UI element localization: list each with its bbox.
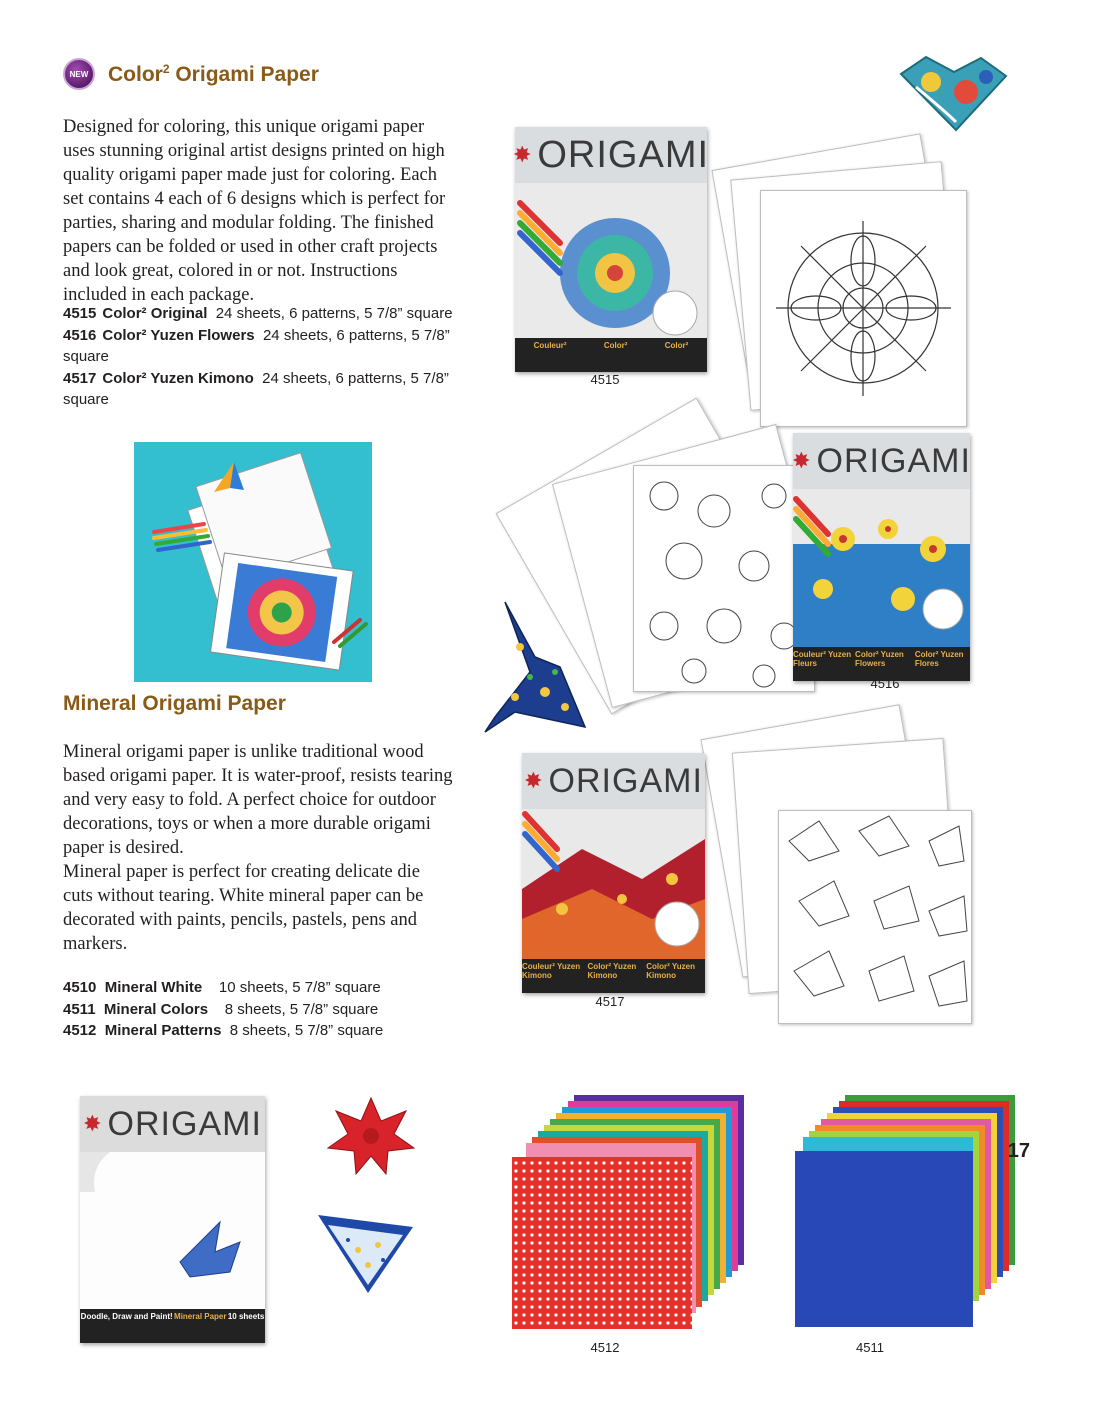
product-code: 4515: [63, 305, 97, 322]
section2-description: [63, 740, 453, 956]
product-code: 4511: [63, 1000, 96, 1018]
package-4516: [793, 433, 970, 681]
package-4517-footer: [522, 959, 705, 993]
heart-origami-art: [896, 52, 1011, 132]
product-name: Color² Yuzen Flowers: [102, 326, 255, 344]
mandala-sheet: [760, 190, 967, 427]
footer-label: Couleur² Yuzen Fleurs: [793, 650, 852, 668]
package-mineral-white: [80, 1096, 265, 1343]
origami-logo-icon: ✸: [792, 448, 811, 473]
product-name: Mineral Patterns: [104, 1022, 222, 1039]
package-4517: [522, 753, 705, 993]
product-detail: 10 sheets, 5 7/8” square: [218, 979, 381, 996]
product-item: [63, 325, 453, 368]
crane-pattern-sheet: [778, 810, 972, 1024]
page-number: 17: [1007, 1140, 1030, 1162]
product-item: [63, 1020, 463, 1042]
flower-sheet-art: [634, 466, 814, 691]
caption-4517: 4517: [595, 994, 625, 1009]
footer-label: Color² Yuzen Flores: [914, 650, 964, 668]
mineral-colors-stack-4511: [785, 1095, 1020, 1330]
product-detail: 24 sheets, 6 patterns, 5 7/8” square: [63, 326, 450, 365]
coloring-photo: [134, 442, 372, 682]
new-badge: NEW: [63, 58, 95, 90]
product-detail: 24 sheets, 6 patterns, 5 7/8” square: [63, 369, 449, 408]
red-flower-origami-image: [326, 1096, 416, 1176]
product-name: Color² Yuzen Kimono: [102, 369, 254, 387]
origami-logo-icon: ✸: [524, 768, 543, 793]
product-code: 4517: [63, 369, 97, 387]
footer-label: 10 sheets: [227, 1312, 265, 1321]
product-item: [63, 999, 463, 1021]
section1-product-list: [63, 303, 453, 411]
package-logo: ORIGAMI: [537, 133, 710, 176]
footer-label: Couleur² Yuzen Kimono: [522, 962, 581, 980]
product-item: [63, 368, 453, 411]
footer-label: Couleur²: [533, 341, 567, 350]
product-code: 4512: [63, 1022, 97, 1039]
mineral-paragraph-1: Mineral origami paper is unlike traditional wood based origami paper. It is water-proof, resists tearing and very easy to fold. A perfect choice for outdoor decorations, toys or when a more durable origami paper is desired.: [63, 742, 453, 858]
footer-label: Color²: [603, 341, 628, 350]
package-logo: ORIGAMI: [816, 441, 971, 480]
red-flower-art: [326, 1096, 416, 1176]
title-rest: Origami Paper: [169, 63, 319, 86]
product-detail: 8 sheets, 5 7/8” square: [229, 1022, 384, 1039]
footer-label: Color² Yuzen Flowers: [855, 650, 904, 668]
package-4517-art: [522, 809, 705, 959]
crane-pattern-art: [779, 811, 971, 1023]
package-4515-art: [515, 183, 707, 343]
mineral-patterns-art: [512, 1095, 747, 1330]
coloring-sheets-4515: [700, 150, 980, 440]
title-sup: 2: [162, 62, 170, 76]
product-code: 4516: [63, 326, 97, 344]
package-logo: ORIGAMI: [548, 761, 703, 800]
origami-logo-icon: ✸: [512, 142, 532, 167]
heart-origami-image: [896, 52, 1011, 132]
crane-origami-image: [475, 597, 595, 737]
product-name: Mineral White: [104, 979, 203, 996]
mandala-sheet-art: [761, 191, 966, 426]
description-text: Designed for coloring, this unique origami paper uses stunning original artist designs printed on high quality origami paper made just for coloring. Each set contains 4 each of 6 designs which is perfect for parties, sharing and modular folding. The finished papers can be folded or used in other craft projects and look great, colored in or not. Instructions included in each package.: [63, 117, 446, 305]
mineral-patterns-stack-4512: [512, 1095, 747, 1330]
package-4515: [512, 127, 710, 372]
package-mineral-footer: [80, 1309, 265, 1343]
section-title-mineral: Mineral Origami Paper: [63, 692, 286, 715]
product-item: [63, 977, 463, 999]
package-logo: ORIGAMI: [107, 1104, 262, 1143]
footer-label: Mineral Paper: [174, 1312, 227, 1321]
caption-4516: 4516: [870, 676, 900, 691]
product-name: Mineral Colors: [103, 1000, 209, 1018]
star-box-origami-image: [318, 1215, 413, 1295]
coloring-sheets-4517: [700, 710, 980, 1030]
product-detail: 8 sheets, 5 7/8” square: [224, 1000, 379, 1018]
mineral-paragraph-2: Mineral paper is perfect for creating delicate die cuts without tearing. White mineral paper can be decorated with paints, pencils, pastels, pens and markers.: [63, 862, 424, 954]
package-4516-art: [793, 489, 970, 647]
section2-product-list: [63, 977, 463, 1042]
footer-label: Color² Yuzen Kimono: [646, 962, 696, 980]
footer-label: Color²: [664, 341, 689, 350]
footer-label: Color² Yuzen Kimono: [587, 962, 637, 980]
caption-4511: 4511: [856, 1340, 884, 1355]
title-color: Color: [108, 63, 163, 86]
package-4515-footer: [515, 338, 707, 372]
product-detail: 24 sheets, 6 patterns, 5 7/8” square: [215, 305, 453, 322]
section-title-color2: [108, 62, 319, 87]
product-item: [63, 303, 453, 325]
coloring-photo-art: [134, 442, 372, 682]
footer-label: Doodle, Draw and Paint!: [80, 1312, 173, 1321]
mineral-colors-art: [785, 1095, 1020, 1330]
section1-description: [63, 115, 448, 307]
caption-4512: 4512: [590, 1340, 620, 1355]
crane-art: [475, 597, 595, 737]
flower-sheet: [633, 465, 815, 692]
mineral-white-art: [80, 1152, 265, 1307]
origami-logo-icon: ✸: [83, 1111, 102, 1136]
product-code: 4510: [63, 979, 97, 996]
caption-4515: 4515: [590, 372, 620, 387]
product-name: Color² Original: [102, 305, 208, 322]
star-box-art: [318, 1215, 413, 1295]
